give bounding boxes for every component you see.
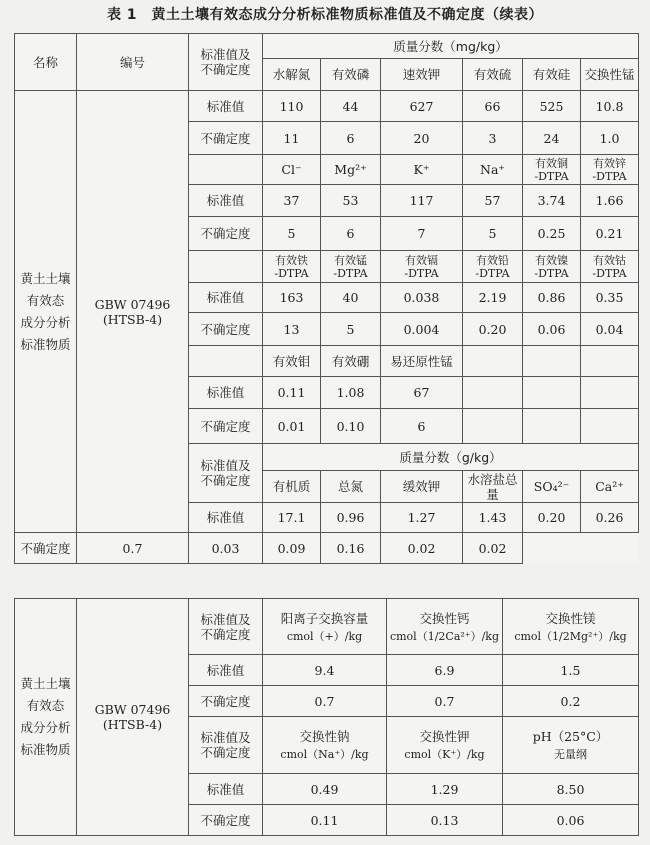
uncertainty-value: 0.7 bbox=[77, 533, 189, 564]
column-header bbox=[387, 599, 503, 655]
standard-value: 6.9 bbox=[387, 655, 503, 686]
column-unit: cmol（K⁺）/kg bbox=[404, 748, 485, 761]
uncertainty-value: 5 bbox=[321, 313, 381, 346]
unc-label: 不确定度 bbox=[189, 686, 263, 717]
uncertainty-value bbox=[523, 409, 581, 444]
standard-value: 9.4 bbox=[263, 655, 387, 686]
standard-value: 0.35 bbox=[581, 283, 639, 313]
uncertainty-value: 0.10 bbox=[321, 409, 381, 444]
standard-value: 110 bbox=[263, 91, 321, 122]
standard-value: 44 bbox=[321, 91, 381, 122]
standard-value: 0.26 bbox=[581, 503, 639, 533]
material-name: 黄土土壤 有效态 成分分析 标准物质 bbox=[15, 91, 77, 533]
standard-value: 2.19 bbox=[463, 283, 523, 313]
column-unit: cmol（1/2Ca²⁺）/kg bbox=[389, 629, 500, 643]
unc-label: 不确定度 bbox=[189, 122, 263, 155]
material-code: GBW 07496 (HTSB-4) bbox=[77, 599, 189, 836]
uncertainty-value: 0.11 bbox=[263, 805, 387, 836]
column-name: 交换性钠 bbox=[299, 729, 350, 744]
standard-value: 57 bbox=[463, 185, 523, 217]
uncertainty-value: 5 bbox=[463, 217, 523, 251]
standard-value: 0.49 bbox=[263, 774, 387, 805]
column-header: Ca²⁺ bbox=[581, 471, 639, 503]
column-unit: cmol（+）/kg bbox=[286, 629, 363, 643]
blank-cell bbox=[189, 346, 263, 377]
uncertainty-value: 24 bbox=[523, 122, 581, 155]
column-unit: 无量纲 bbox=[554, 748, 587, 761]
uncertainty-value bbox=[581, 409, 639, 444]
standard-value bbox=[463, 377, 523, 409]
standard-value: 1.29 bbox=[387, 774, 503, 805]
uncertainty-value: 3 bbox=[463, 122, 523, 155]
column-unit: cmol（1/2Mg²⁺）/kg bbox=[514, 629, 627, 643]
standard-value: 3.74 bbox=[523, 185, 581, 217]
column-header: 有效钼 bbox=[263, 346, 321, 377]
standard-value: 0.20 bbox=[523, 503, 581, 533]
uncertainty-value: 1.0 bbox=[581, 122, 639, 155]
material-code: GBW 07496 (HTSB-4) bbox=[77, 91, 189, 533]
uncertainty-value: 5 bbox=[263, 217, 321, 251]
unc-label: 不确定度 bbox=[189, 409, 263, 444]
sv-unc-header: 标准值及 不确定度 bbox=[189, 444, 263, 503]
column-header: 交换性锰 bbox=[581, 59, 639, 91]
uncertainty-value: 13 bbox=[263, 313, 321, 346]
column-header bbox=[263, 599, 387, 655]
standard-value: 0.11 bbox=[263, 377, 321, 409]
uncertainty-value: 0.004 bbox=[381, 313, 463, 346]
column-header: SO₄²⁻ bbox=[523, 471, 581, 503]
column-header: 缓效钾 bbox=[381, 471, 463, 503]
uncertainty-value: 0.02 bbox=[463, 533, 523, 564]
standard-value: 67 bbox=[381, 377, 463, 409]
column-header: 有效镍 -DTPA bbox=[523, 251, 581, 283]
column-header: 有效铁 -DTPA bbox=[263, 251, 321, 283]
unit-header-mg: 质量分数（mg/kg） bbox=[263, 34, 639, 59]
column-header bbox=[463, 346, 523, 377]
column-header: 有效镉 -DTPA bbox=[381, 251, 463, 283]
material-name: 黄土土壤 有效态 成分分析 标准物质 bbox=[15, 599, 77, 836]
column-header: Mg²⁺ bbox=[321, 155, 381, 185]
unc-label: 不确定度 bbox=[189, 805, 263, 836]
standard-value: 8.50 bbox=[503, 774, 639, 805]
uncertainty-value: 0.02 bbox=[381, 533, 463, 564]
sv-label: 标准值 bbox=[189, 377, 263, 409]
standard-value bbox=[523, 377, 581, 409]
sv-unc-header: 标准值及 不确定度 bbox=[189, 34, 263, 91]
column-header: 水解氮 bbox=[263, 59, 321, 91]
uncertainty-value: 0.09 bbox=[263, 533, 321, 564]
uncertainty-value: 6 bbox=[321, 217, 381, 251]
uncertainty-value: 6 bbox=[321, 122, 381, 155]
standard-value: 66 bbox=[463, 91, 523, 122]
uncertainty-value: 0.06 bbox=[523, 313, 581, 346]
sv-label: 标准值 bbox=[189, 655, 263, 686]
code-header: 编号 bbox=[77, 34, 189, 91]
standard-value: 525 bbox=[523, 91, 581, 122]
uncertainty-value: 0.2 bbox=[503, 686, 639, 717]
blank-cell bbox=[189, 155, 263, 185]
uncertainty-value: 0.06 bbox=[503, 805, 639, 836]
standard-value: 10.8 bbox=[581, 91, 639, 122]
column-header: 有效硫 bbox=[463, 59, 523, 91]
standard-value: 1.08 bbox=[321, 377, 381, 409]
standard-value: 163 bbox=[263, 283, 321, 313]
standard-value: 17.1 bbox=[263, 503, 321, 533]
column-header: 有机质 bbox=[263, 471, 321, 503]
column-header: 有效铅 -DTPA bbox=[463, 251, 523, 283]
table-row bbox=[15, 91, 639, 122]
column-header: 有效磷 bbox=[321, 59, 381, 91]
uncertainty-value: 11 bbox=[263, 122, 321, 155]
standard-value: 627 bbox=[381, 91, 463, 122]
blank-cell bbox=[189, 251, 263, 283]
column-header: 有效锌 -DTPA bbox=[581, 155, 639, 185]
table-caption: 表 1 黄土土壤有效态成分分析标准物质标准值及不确定度（续表） bbox=[106, 7, 544, 23]
name-header: 名称 bbox=[15, 34, 77, 91]
column-header: 速效钾 bbox=[381, 59, 463, 91]
uncertainty-value: 7 bbox=[381, 217, 463, 251]
column-header: 有效硅 bbox=[523, 59, 581, 91]
column-header: 水溶盐总量 bbox=[463, 471, 523, 503]
column-header: 易还原性锰 bbox=[381, 346, 463, 377]
uncertainty-value: 0.20 bbox=[463, 313, 523, 346]
sv-label: 标准值 bbox=[189, 91, 263, 122]
unc-label: 不确定度 bbox=[189, 217, 263, 251]
column-header: 有效锰 -DTPA bbox=[321, 251, 381, 283]
column-header bbox=[523, 346, 581, 377]
sv-label: 标准值 bbox=[189, 774, 263, 805]
column-header: K⁺ bbox=[381, 155, 463, 185]
standard-value: 117 bbox=[381, 185, 463, 217]
sv-label: 标准值 bbox=[189, 283, 263, 313]
column-header: Na⁺ bbox=[463, 155, 523, 185]
column-header: 有效硼 bbox=[321, 346, 381, 377]
column-name: 阳离子交换容量 bbox=[280, 610, 369, 626]
uncertainty-value: 20 bbox=[381, 122, 463, 155]
uncertainty-value: 0.25 bbox=[523, 217, 581, 251]
standard-value: 1.66 bbox=[581, 185, 639, 217]
uncertainty-value: 0.04 bbox=[581, 313, 639, 346]
uncertainty-value: 0.13 bbox=[387, 805, 503, 836]
column-header: 总氮 bbox=[321, 471, 381, 503]
standard-value: 37 bbox=[263, 185, 321, 217]
standard-value bbox=[581, 377, 639, 409]
column-name: 交换性钾 bbox=[419, 729, 470, 744]
unc-label: 不确定度 bbox=[189, 313, 263, 346]
unit-header-g: 质量分数（g/kg） bbox=[263, 444, 639, 471]
column-header bbox=[503, 717, 639, 774]
cmol-kg-table bbox=[14, 598, 639, 836]
standard-value: 1.27 bbox=[381, 503, 463, 533]
standard-value: 1.5 bbox=[503, 655, 639, 686]
unc-label: 不确定度 bbox=[15, 533, 77, 564]
column-header: 有效铜 -DTPA bbox=[523, 155, 581, 185]
standard-value: 1.43 bbox=[463, 503, 523, 533]
sv-unc-header: 标准值及 不确定度 bbox=[189, 717, 263, 774]
standard-value: 0.86 bbox=[523, 283, 581, 313]
standard-value: 40 bbox=[321, 283, 381, 313]
column-name: 交换性钙 bbox=[419, 610, 470, 626]
column-header: 有效钴 -DTPA bbox=[581, 251, 639, 283]
column-name: 交换性镁 bbox=[545, 610, 596, 626]
column-unit: cmol（Na⁺）/kg bbox=[280, 748, 369, 761]
column-header bbox=[581, 346, 639, 377]
standard-value: 53 bbox=[321, 185, 381, 217]
sv-label: 标准值 bbox=[189, 185, 263, 217]
uncertainty-value: 0.16 bbox=[321, 533, 381, 564]
column-header bbox=[263, 717, 387, 774]
column-name: pH（25°C） bbox=[532, 729, 609, 744]
uncertainty-value: 0.21 bbox=[581, 217, 639, 251]
uncertainty-value bbox=[463, 409, 523, 444]
uncertainty-value: 0.7 bbox=[387, 686, 503, 717]
sv-unc-header: 标准值及 不确定度 bbox=[189, 599, 263, 655]
uncertainty-value: 0.03 bbox=[189, 533, 263, 564]
standard-value: 0.038 bbox=[381, 283, 463, 313]
uncertainty-value: 0.7 bbox=[263, 686, 387, 717]
column-header: Cl⁻ bbox=[263, 155, 321, 185]
table-row bbox=[15, 34, 639, 59]
table-row bbox=[15, 599, 639, 655]
mg-kg-table bbox=[14, 33, 639, 564]
standard-value: 0.96 bbox=[321, 503, 381, 533]
uncertainty-value: 0.01 bbox=[263, 409, 321, 444]
uncertainty-value: 6 bbox=[381, 409, 463, 444]
column-header bbox=[387, 717, 503, 774]
sv-label: 标准值 bbox=[189, 503, 263, 533]
table-row bbox=[15, 533, 639, 564]
column-header bbox=[503, 599, 639, 655]
